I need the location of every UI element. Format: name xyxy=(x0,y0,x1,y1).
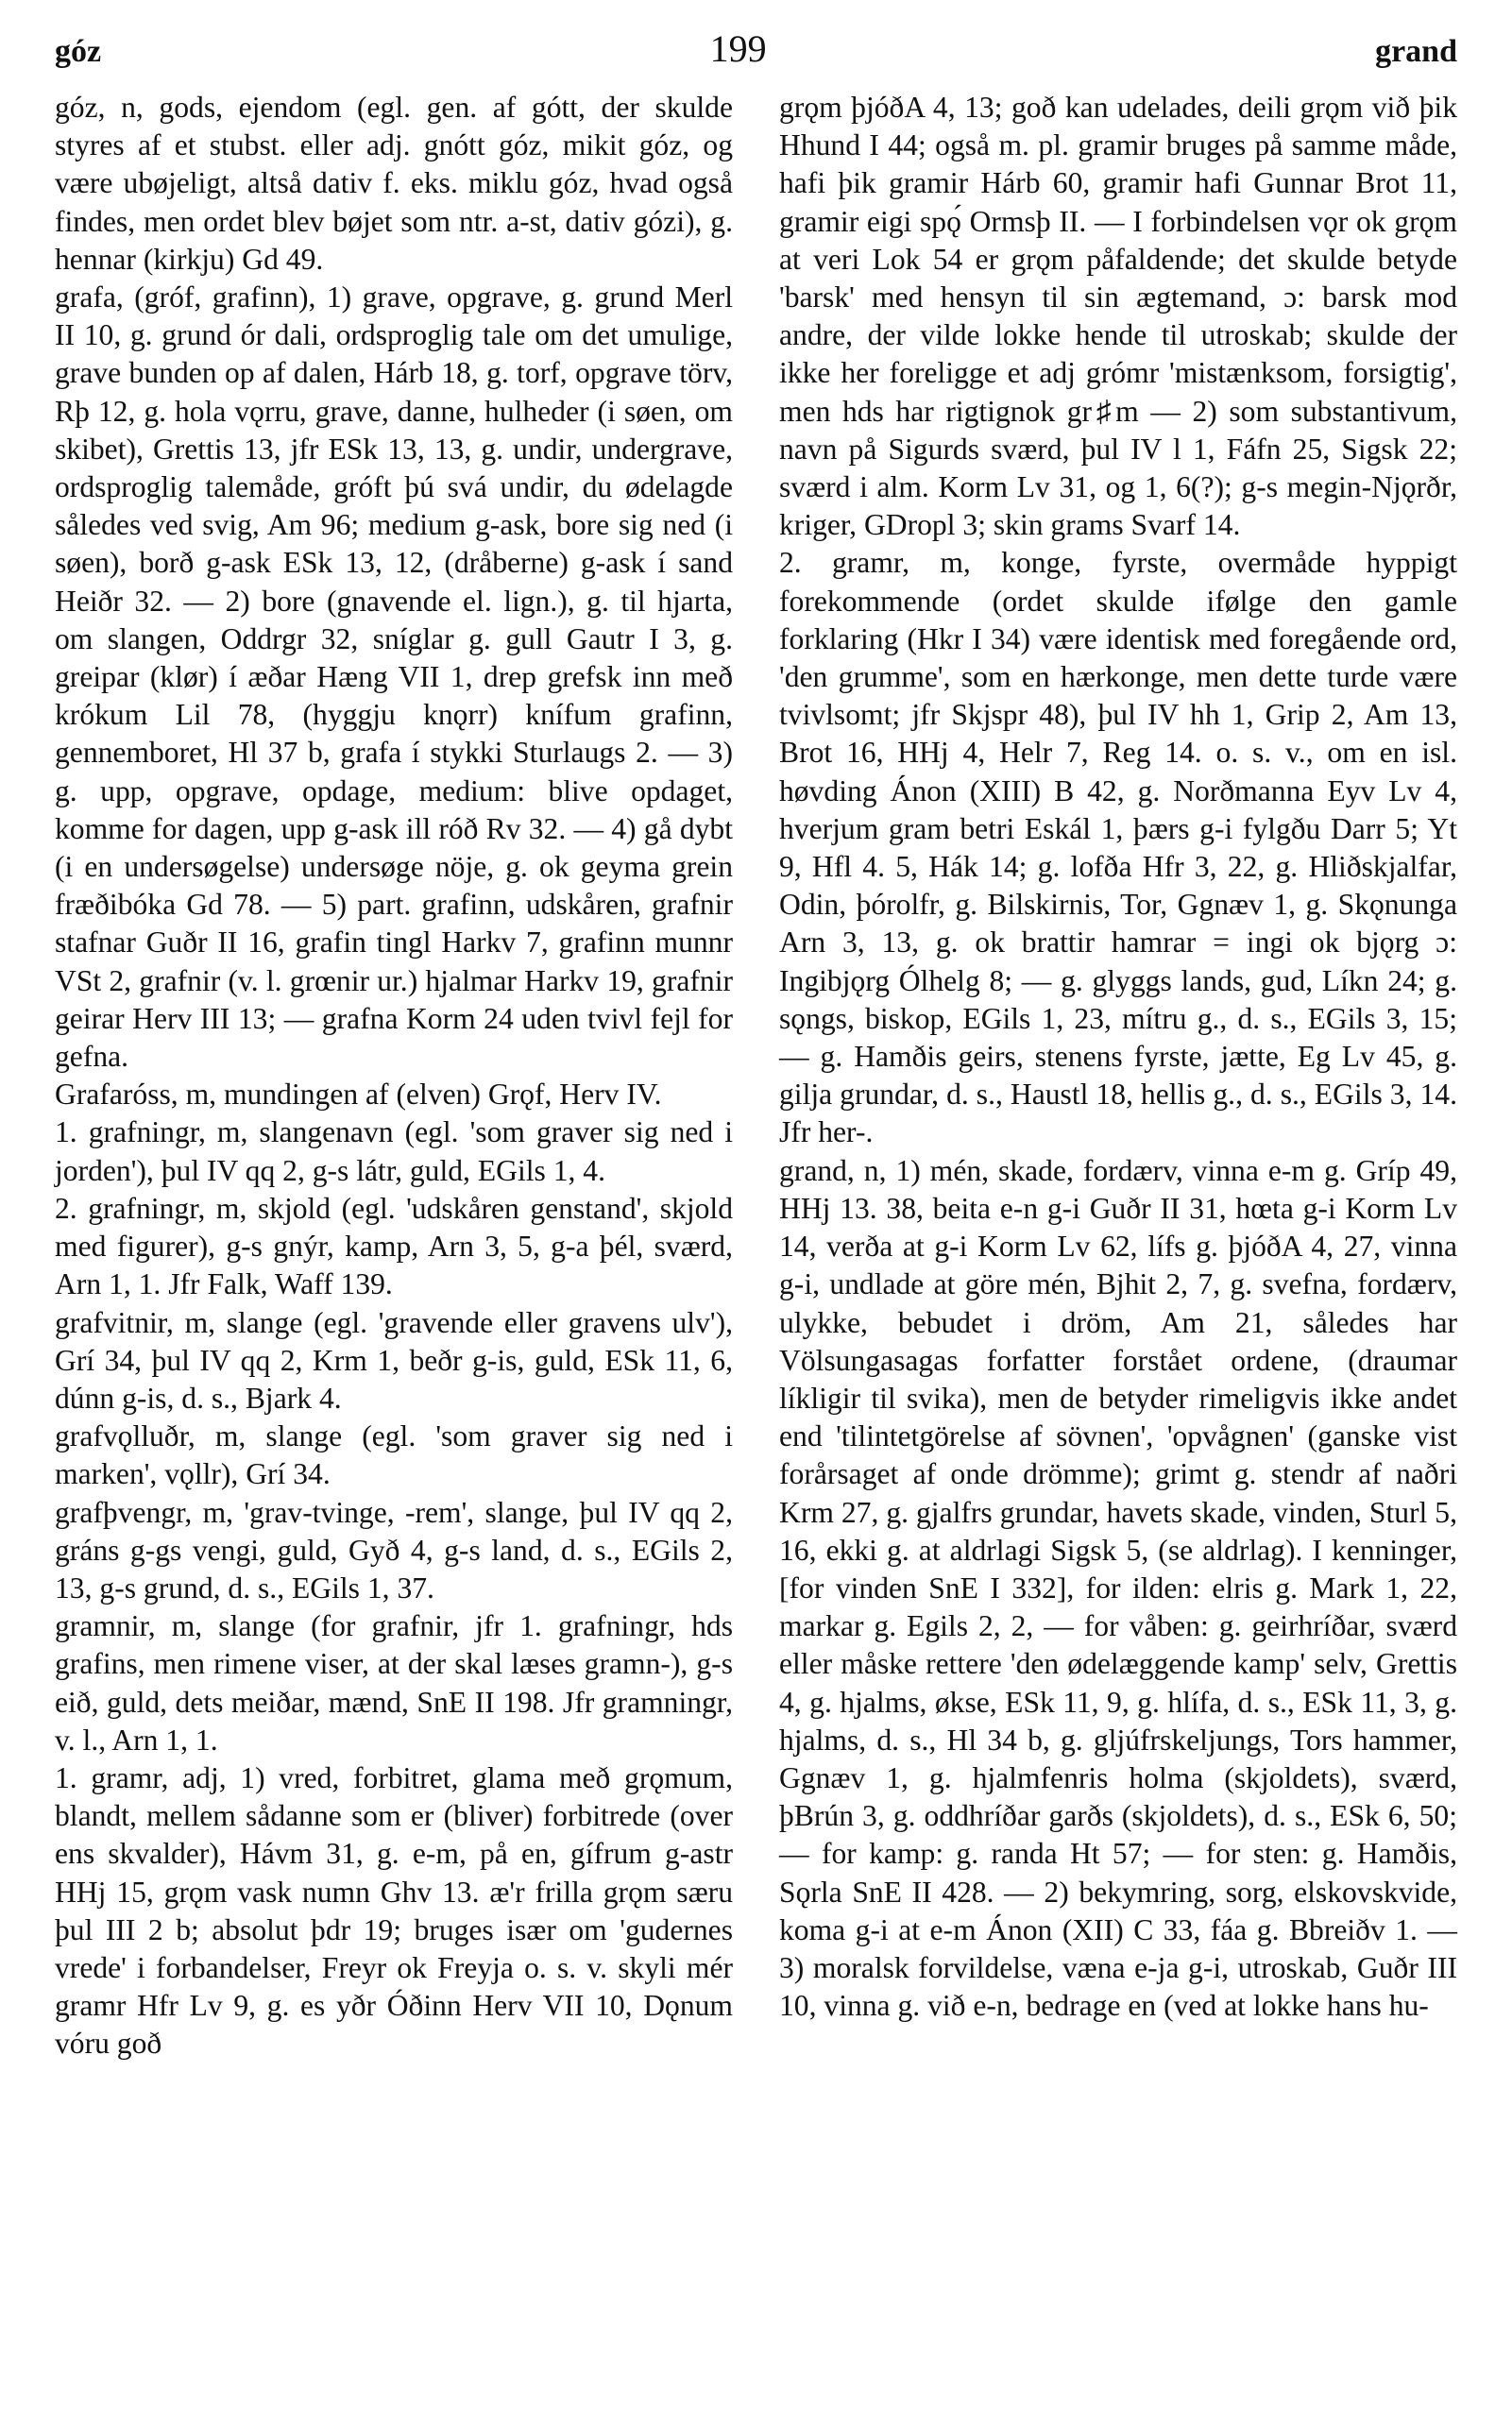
text-columns xyxy=(55,89,1457,2064)
entry-grafthvengr: grafþvengr, m, 'grav-tvinge, -rem', slange, þul IV qq 2, gráns g-gs vengi, guld, Gyð 4, g-s land, d. s., EGils 2, 13, g-s grund, d. s., EGils 1, 37. xyxy=(55,1495,733,1605)
left-running-headword: góz xyxy=(55,34,102,69)
entry-grafningr-2: 2. grafningr, m, skjold (egl. 'udskåren genstand', skjold med figurer), g-s gnýr, kamp, Arn 3, 5, g-a þél, sværd, Arn 1, 1. Jfr Falk, Waff 139. xyxy=(55,1191,733,1301)
left-column xyxy=(55,89,733,2064)
right-running-headword: grand xyxy=(1375,34,1457,69)
entry-goz: góz, n, gods, ejendom (egl. gen. af gótt, der skulde styres af et stubst. eller adj. gnótt góz, mikit góz, og være ubøjeligt, altså dativ f. eks. miklu góz, hvad også findes, men ordet blev bøjet som ntr. a-st, dativ gózi), g. hennar (kirkju) Gd 49. xyxy=(55,91,733,276)
entry-grand: grand, n, 1) mén, skade, fordærv, vinna e-m g. Gríp 49, HHj 13. 38, beita e-n g-i Guðr II 31, hœta g-i Korm Lv 14, verða at g-i Korm Lv 62, lífs g. þjóðA 4, 27, vinna g-i, undlade at göre mén, Bjhit 2, 7, g. svefna, fordærv, ulykke, bebudet i dröm, Am 21, således har Völsungasagas forfatter forstået ordene, (draumar líkligir til svika), men de betyder rimeligvis ikke andet end 'tilintetgörelse af sövnen', 'opvågnen' (ganske vist forårsaget af onde drömme); grimt g. stendr af naðri Krm 27, g. gjalfrs grundar, havets skade, vinden, Sturl 5, 16, ekki g. at aldrlagi Sigsk 5, (se aldrlag). I kenninger, [for vinden SnE I 332], for ilden: elris g. Mark 1, 22, markar g. Egils 2, 2, — for våben: g. geirhríðar, sværd eller måske rettere 'den ødelæggende kamp' selv, Grettis 4, g. hjalms, økse, ESk 11, 9, g. hlífa, d. s., ESk 11, 3, g. hjalms, d. s., Hl 34 b, g. gljúfrskeljungs, Tors hammer, Ggnæv 1, g. hjalmfenris holma (skjoldets), sværd, þBrún 3, g. oddhríðar garðs (skjoldets), d. s., ESk 6, 50; — for kamp: g. randa Ht 57; — for sten: g. Hamðis, Sǫrla SnE II 428. — 2) bekymring, sorg, elskovskvide, koma g-i at e-m Ánon (XII) C 33, fáa g. Bbreiðv 1. — 3) moralsk forvildelse, væna e-ja g-i, utroskab, Guðr III 10, vinna g. við e-n, bedrage en (ved at lokke hans hu- xyxy=(779,1153,1457,2023)
entry-grafningr-1: 1. grafningr, m, slangenavn (egl. 'som graver sig ned i jorden'), þul IV qq 2, g-s látr, guld, EGils 1, 4. xyxy=(55,1115,733,1187)
entry-grafa: grafa, (gróf, grafinn), 1) grave, opgrave, g. grund Merl II 10, g. grund ór dali, ordsproglig tale om det umulige, grave bunden op af dalen, Hárb 18, g. torf, opgrave törv, Rþ 12, g. hola vǫrru, grave, danne, hulheder (i søen, om skibet), Grettis 13, jfr ESk 13, 13, g. undir, undergrave, ordsproglig talemåde, gróft þú svá undir, du ødelagde således ved svig, Am 96; medium g-ask, bore sig ned (i søen), borð g-ask ESk 13, 12, (dråberne) g-ask í sand Heiðr 32. — 2) bore (gnavende el. lign.), g. til hjarta, om slangen, Oddrgr 32, sníglar g. gull Gautr I 3, g. greipar (klør) í æðar Hæng VII 1, drep grefsk inn með krókum Lil 78, (hyggju knǫrr) knífum grafinn, gennemboret, Hl 37 b, grafa í stykki Sturlaugs 2. — 3) g. upp, opgrave, opdage, medium: blive opdaget, komme for dagen, upp g-ask ill róð Rv 32. — 4) gå dybt (i en undersøgelse) undersøge nöje, g. ok geyma grein fræðibóka Gd 78. — 5) part. grafinn, udskåren, grafnir stafnar Guðr II 16, grafin tingl Harkv 7, grafinn munnr VSt 2, grafnir (v. l. grœnir ur.) hjalmar Harkv 19, grafnir geirar Herv III 13; — grafna Korm 24 uden tvivl fejl for gefna. xyxy=(55,280,733,1074)
running-header xyxy=(55,26,1457,70)
entry-gramr-noun: 2. gramr, m, konge, fyrste, overmåde hyppigt forekommende (ordet skulde ifølge den gamle forklaring (Hkr I 34) være identisk med foregående ord, 'den grumme', som en hærkonge, men dette turde være tvivlsomt; jfr Skjspr 48), þul IV hh 1, Grip 2, Am 13, Brot 16, HHj 4, Helr 7, Reg 14. o. s. v., om en isl. høvding Ánon (XIII) B 42, g. Norðmanna Eyv Lv 4, hverjum gram betri Eskál 1, þærs g-i fylgðu Darr 5; Yt 9, Hfl 4. 5, Hák 14; g. lofða Hfr 3, 22, g. Hliðskjalfar, Odin, þórolfr, g. Bilskirnis, Tor, Ggnæv 1, g. Skǫnunga Arn 3, 13, g. ok brattir hamrar = ingi ok bjǫrg ɔ: Ingibjǫrg Ólhelg 8; — g. glyggs lands, gud, Líkn 24; g. sǫngs, biskop, EGils 1, 23, mítru g., d. s., EGils 3, 15; — g. Hamðis geirs, stenens fyrste, jætte, Eg Lv 45, g. gilja grundar, d. s., Haustl 18, hellis g., d. s., EGils 3, 14. Jfr her-. xyxy=(779,546,1457,1149)
entry-gramr-adj: 1. gramr, adj, 1) vred, forbitret, glama með grǫmum, blandt, mellem sådanne som er (bliver) forbitrede (over ens skvalder), Hávm 31, g. e-m, på en, gífrum g-astr HHj 15, grǫm vask numn Ghv 13. æ'r frilla grǫm særu þul III 2 b; absolut þdr 19; bruges især om 'gudernes vrede' i forbandelser, Freyr ok Freyja o. s. v. skyli mér gramr Hfr Lv 9, g. es yðr Óðinn Herv VII 10, Dǫnum vóru goð xyxy=(55,1760,733,2061)
page-number: 199 xyxy=(709,27,767,70)
entry-grafvitnir: grafvitnir, m, slange (egl. 'gravende eller gravens ulv'), Grí 34, þul IV qq 2, Krm 1, beðr g-is, guld, ESk 11, 6, dúnn g-is, d. s., Bjark 4. xyxy=(55,1305,733,1415)
entry-grafaross: Grafaróss, m, mundingen af (elven) Grǫf, Herv IV. xyxy=(55,1078,662,1112)
right-column xyxy=(779,89,1457,2064)
entry-gramr-adj-continued: grǫm þjóðA 4, 13; goð kan udelades, deili grǫm við þik Hhund I 44; også m. pl. gramir bruges på samme måde, hafi þik gramir Hárb 60, gramir hafi Gunnar Brot 11, gramir eigi spǫ́ Ormsþ II. — I forbindelsen vǫr ok grǫm at veri Lok 54 er grǫm påfaldende; det skulde betyde 'barsk' med hensyn til sin ægtemand, ɔ: barsk mod andre, der vilde lokke hende til utroskab; skulde der ikke her foreligge et adj grómr 'mistænksom, forsigtig', men hds har rigtignok gr♯m — 2) som substantivum, navn på Sigurds sværd, þul IV l 1, Fáfn 25, Sigsk 22; sværd i alm. Korm Lv 31, og 1, 6(?); g-s megin-Njǫrðr, kriger, GDropl 3; skin grams Svarf 14. xyxy=(779,91,1457,542)
entry-grafvolludr: grafvǫlluðr, m, slange (egl. 'som graver sig ned i marken', vǫllr), Grí 34. xyxy=(55,1419,733,1491)
entry-gramnir: gramnir, m, slange (for grafnir, jfr 1. grafningr, hds grafins, men rimene viser, at der skal læses gramn-), g-s eið, guld, dets meiðar, mænd, SnE II 198. Jfr gramningr, v. l., Arn 1, 1. xyxy=(55,1609,733,1757)
